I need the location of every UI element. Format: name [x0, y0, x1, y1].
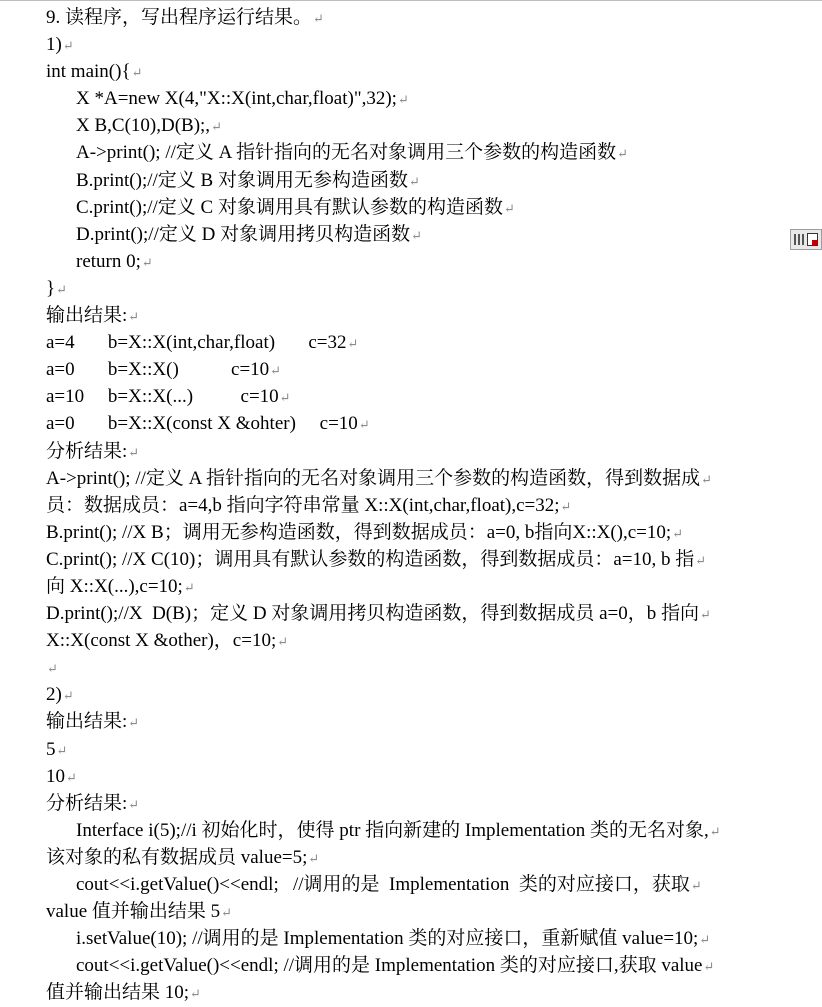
text-line	[46, 85, 781, 112]
line-text: 分析结果:	[46, 792, 128, 814]
text-line	[46, 438, 781, 465]
text-line	[46, 31, 781, 58]
line-text: 分析结果:	[46, 440, 128, 462]
text-line	[46, 329, 781, 356]
paragraph-mark-icon: ↵	[700, 607, 711, 623]
line-text: C.print();//定义 C 对象调用具有默认参数的构造函数	[76, 196, 503, 218]
text-line	[46, 600, 781, 627]
text-line	[46, 275, 781, 302]
text-line	[46, 194, 781, 221]
line-text: a=4 b=X::X(int,char,float) c=32	[46, 332, 347, 354]
text-line	[46, 383, 781, 410]
paragraph-mark-icon: ↵	[183, 579, 195, 595]
paragraph-mark-icon: ↵	[131, 65, 143, 81]
paragraph-mark-icon: ↵	[128, 715, 140, 731]
text-line	[46, 248, 781, 275]
text-line	[46, 708, 781, 735]
paragraph-mark-icon: ↵	[701, 471, 712, 487]
paragraph-mark-icon: ↵	[270, 363, 282, 379]
line-text: 1)	[46, 34, 62, 56]
text-line	[46, 925, 781, 952]
paragraph-mark-icon: ↵	[190, 986, 201, 1002]
paragraph-mark-icon: ↵	[62, 38, 74, 54]
line-text: 输出结果:	[46, 305, 128, 327]
line-text: 值并输出结果 10;	[46, 982, 190, 1004]
text-line	[46, 736, 781, 763]
line-text: }	[46, 277, 56, 299]
paragraph-mark-icon: ↵	[695, 552, 707, 568]
text-line	[46, 871, 781, 898]
paragraph-mark-icon: ↵	[560, 498, 572, 514]
text-line	[46, 139, 781, 166]
paragraph-mark-icon: ↵	[221, 905, 233, 921]
grip-icon	[794, 234, 804, 245]
text-line	[46, 681, 781, 708]
paragraph-mark-icon: ↵	[141, 254, 153, 270]
line-text: B.print();//定义 B 对象调用无参构造函数	[76, 169, 408, 191]
line-text: a=10 b=X::X(...) c=10	[46, 386, 279, 408]
line-text: D.print();//定义 D 对象调用拷贝构造函数	[76, 223, 411, 245]
text-line	[46, 302, 781, 329]
paragraph-mark-icon: ↵	[503, 200, 515, 216]
text-line	[46, 492, 781, 519]
line-text: A->print(); //定义 A 指针指向的无名对象调用三个参数的构造函数	[76, 142, 617, 164]
paragraph-mark-icon: ↵	[397, 92, 409, 108]
text-line	[46, 790, 781, 817]
line-text: 员：数据成员：a=4,b 指向字符串常量 X::X(int,char,float),c=32;	[46, 494, 560, 516]
paragraph-mark-icon: ↵	[617, 146, 628, 162]
side-toolbar-widget[interactable]	[790, 229, 822, 250]
text-line	[46, 573, 781, 600]
paragraph-mark-icon: ↵	[347, 336, 359, 352]
paragraph-mark-icon: ↵	[703, 959, 715, 975]
paragraph-mark-icon: ↵	[690, 878, 702, 893]
text-line	[46, 844, 781, 871]
line-text: 输出结果:	[46, 711, 128, 733]
paragraph-mark-icon: ↵	[56, 742, 68, 758]
line-text: B.print(); //X B；调用无参构造函数，得到数据成员：a=0, b指向X::X(),c=10;	[46, 521, 672, 543]
paragraph-mark-icon: ↵	[408, 173, 420, 189]
paragraph-mark-icon: ↵	[128, 309, 140, 325]
paragraph-mark-icon: ↵	[308, 850, 320, 866]
text-line	[46, 627, 781, 654]
page-top-border	[0, 0, 822, 1]
line-text: 9. 读程序，写出程序运行结果。	[46, 7, 313, 28]
text-line	[46, 519, 781, 546]
paragraph-mark-icon: ↵	[358, 417, 370, 433]
text-line	[46, 4, 781, 31]
paragraph-mark-icon: ↵	[699, 932, 711, 948]
text-line	[46, 898, 781, 925]
line-text: 该对象的私有数据成员 value=5;	[46, 846, 308, 868]
text-line	[46, 221, 781, 248]
line-text: Interface i(5);//i 初始化时，使得 ptr 指向新建的 Implementation 类的无名对象,	[76, 819, 709, 841]
paragraph-mark-icon: ↵	[211, 119, 222, 135]
line-text: value 值并输出结果 5	[46, 901, 221, 923]
line-text: X B,C(10),D(B);,	[76, 115, 211, 137]
line-text: return 0;	[76, 250, 141, 272]
paragraph-mark-icon: ↵	[56, 281, 68, 297]
text-line	[46, 112, 781, 139]
line-text: C.print(); //X C(10)；调用具有默认参数的构造函数，得到数据成员：a=10, b 指	[46, 548, 695, 570]
line-text: a=0 b=X::X() c=10	[46, 359, 270, 381]
text-line	[46, 763, 781, 790]
text-line	[46, 817, 781, 844]
paragraph-mark-icon: ↵	[277, 634, 289, 650]
line-text: i.setValue(10); //调用的是 Implementation 类的对应接口，重新赋值 value=10;	[76, 928, 699, 950]
paragraph-mark-icon: ↵	[672, 525, 684, 541]
document-body[interactable]	[46, 4, 781, 1006]
text-line	[46, 410, 781, 437]
line-text: X *A=new X(4,"X::X(int,char,float)",32);	[76, 88, 397, 110]
line-text: cout<<i.getValue()<<endl; //调用的是 Implementation 类的对应接口，获取	[76, 874, 690, 895]
paragraph-mark-icon: ↵	[62, 688, 74, 704]
line-text: D.print();//X D(B)；定义 D 对象调用拷贝构造函数，得到数据成员 a=0，b 指向	[46, 603, 699, 625]
paragraph-mark-icon: ↵	[47, 661, 58, 677]
line-text: cout<<i.getValue()<<endl; //调用的是 Implementation 类的对应接口,获取 value	[76, 955, 703, 977]
paragraph-mark-icon: ↵	[411, 227, 422, 243]
text-line	[46, 465, 781, 492]
text-line	[46, 167, 781, 194]
line-text: a=0 b=X::X(const X &ohter) c=10	[46, 413, 358, 435]
text-line	[46, 546, 781, 573]
paragraph-mark-icon: ↵	[313, 11, 324, 26]
text-line	[46, 952, 781, 979]
text-line	[46, 654, 781, 681]
line-text: 10	[46, 765, 65, 787]
line-text: 向 X::X(...),c=10;	[46, 575, 183, 597]
line-text: A->print(); //定义 A 指针指向的无名对象调用三个参数的构造函数，得到数据成	[46, 467, 701, 489]
line-text: 2)	[46, 684, 62, 706]
text-line	[46, 979, 781, 1006]
paragraph-mark-icon: ↵	[279, 390, 291, 406]
text-line	[46, 58, 781, 85]
document-icon	[807, 233, 818, 246]
line-text: X::X(const X &other)，c=10;	[46, 630, 277, 652]
line-text: 5	[46, 738, 56, 760]
paragraph-mark-icon: ↵	[709, 823, 721, 839]
line-text: int main(){	[46, 61, 131, 83]
paragraph-mark-icon: ↵	[66, 769, 77, 785]
text-line	[46, 356, 781, 383]
paragraph-mark-icon: ↵	[128, 796, 140, 812]
paragraph-mark-icon: ↵	[128, 444, 140, 460]
